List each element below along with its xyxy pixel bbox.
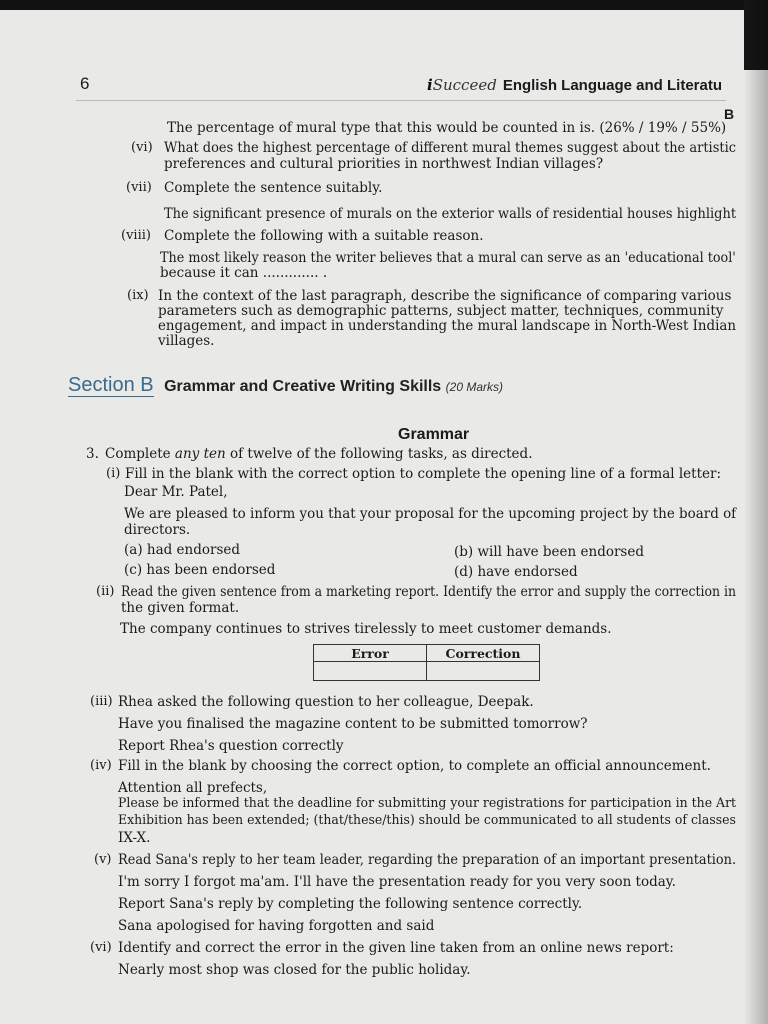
q8-line-2: The most likely reason the writer believes that a mural can serve as an 'educational tool' <box>160 250 736 266</box>
section-b-title: Grammar and Creative Writing Skills <box>164 378 442 395</box>
table-row <box>314 662 540 681</box>
q9-line-3: engagement, and impact in understanding the mural landscape in North-West Indian <box>158 318 737 334</box>
table-header-row <box>314 645 540 662</box>
q3-vi-line-2: Nearly most shop was closed for the public holiday. <box>118 962 471 978</box>
q8-number: (viii) <box>121 228 151 243</box>
q3-v-number: (v) <box>94 852 112 867</box>
q3-ii-line-2: the given format. <box>121 600 240 616</box>
q3-iv-number: (iv) <box>90 758 112 773</box>
q9-line-1: In the context of the last paragraph, describe the significance of comparing various <box>158 288 732 304</box>
q3-i-option-d: (d) have endorsed <box>454 564 578 580</box>
q7-line-1: Complete the sentence suitably. <box>164 180 383 196</box>
q3-iv-line-5: IX-X. <box>118 830 151 846</box>
section-b-label: Section B <box>68 374 154 396</box>
q6-line-1: What does the highest percentage of different mural themes suggest about the artistic <box>164 140 737 156</box>
section-b-heading <box>68 374 503 397</box>
q3-iii-line-2: Have you finalised the magazine content to be submitted tomorrow? <box>118 716 588 732</box>
corner-section-mark: B <box>724 106 735 122</box>
q9-line-2: parameters such as demographic patterns, subject matter, techniques, community <box>158 303 724 319</box>
q3-prompt-end: of twelve of the following tasks, as directed. <box>230 446 533 462</box>
q3-v-line-2: I'm sorry I forgot ma'am. I'll have the presentation ready for you very soon today. <box>118 874 676 890</box>
q3-i-option-a: (a) had endorsed <box>124 542 241 558</box>
q9-number: (ix) <box>127 288 149 303</box>
q3-iii-number: (iii) <box>90 694 113 709</box>
grammar-subheading: Grammar <box>398 426 470 443</box>
q3-iv-line-4: Exhibition has been extended; (that/these/this) should be communicated to all students of classes <box>118 813 736 828</box>
q3-ii-number: (ii) <box>96 584 115 599</box>
brand-succeed: Succeed <box>432 76 497 94</box>
page-header <box>76 70 726 101</box>
q6-line-2: preferences and cultural priorities in northwest Indian villages? <box>164 156 604 172</box>
q3-i-option-c: (c) has been endorsed <box>124 562 276 578</box>
q3-iv-line-2: Attention all prefects, <box>118 780 268 796</box>
q8-line-3: because it can ............. . <box>160 265 328 281</box>
book-page <box>0 10 740 1024</box>
q8-line-1: Complete the following with a suitable reason. <box>164 228 484 244</box>
q3-iv-line-3: Please be informed that the deadline for submitting your registrations for participation in the Art <box>118 796 737 811</box>
q3-prompt-start: Complete <box>105 446 171 462</box>
q3-ii-sentence: The company continues to strives tirelessly to meet customer demands. <box>120 621 612 637</box>
section-b-marks: (20 Marks) <box>445 380 503 394</box>
q7-line-2: The significant presence of murals on the exterior walls of residential houses highlight <box>164 206 737 222</box>
error-column-header: Error <box>314 645 427 662</box>
q3-v-line-1: Read Sana's reply to her team leader, regarding the preparation of an important presentation. <box>118 852 737 868</box>
q3-number: 3. <box>86 446 99 462</box>
error-correction-table <box>313 644 540 681</box>
q3-iv-line-1: Fill in the blank by choosing the correct option, to complete an official announcement. <box>118 758 711 774</box>
q7-number: (vii) <box>126 180 152 195</box>
q3-prompt <box>105 446 532 462</box>
q3-i-line-1: Fill in the blank with the correct option to complete the opening line of a formal letter: <box>125 466 721 482</box>
q3-i-line-4: directors. <box>124 522 191 538</box>
q3-prompt-emphasis: any ten <box>174 446 226 462</box>
q3-i-line-2: Dear Mr. Patel, <box>124 484 228 500</box>
book-title-text: English Language and Literatu <box>502 77 722 94</box>
book-title <box>427 76 722 94</box>
q3-iii-line-1: Rhea asked the following question to her colleague, Deepak. <box>118 694 534 710</box>
brand-i: i <box>427 76 433 94</box>
q6-number: (vi) <box>131 140 153 155</box>
q3-i-line-3: We are pleased to inform you that your proposal for the upcoming project by the board of <box>124 506 737 522</box>
q3-vi-line-1: Identify and correct the error in the given line taken from an online news report: <box>118 940 674 956</box>
q3-vi-number: (vi) <box>90 940 112 955</box>
q3-i-number: (i) <box>106 466 121 481</box>
page-number: 6 <box>80 74 90 93</box>
q3-v-line-4: Sana apologised for having forgotten and said <box>118 918 435 934</box>
q3-i-option-b: (b) will have been endorsed <box>454 544 644 560</box>
error-cell <box>314 662 427 681</box>
top-page-edge <box>0 0 768 10</box>
correction-cell <box>427 662 540 681</box>
q5-text: The percentage of mural type that this would be counted in is. (26% / 19% / 55%) <box>167 120 727 136</box>
correction-column-header: Correction <box>427 645 540 662</box>
q3-ii-line-1: Read the given sentence from a marketing report. Identify the error and supply the correction in <box>121 584 737 600</box>
page-curl-shadow <box>744 0 768 1024</box>
q3-iii-line-3: Report Rhea's question correctly <box>118 738 344 754</box>
q9-line-4: villages. <box>158 333 215 349</box>
q3-v-line-3: Report Sana's reply by completing the following sentence correctly. <box>118 896 583 912</box>
